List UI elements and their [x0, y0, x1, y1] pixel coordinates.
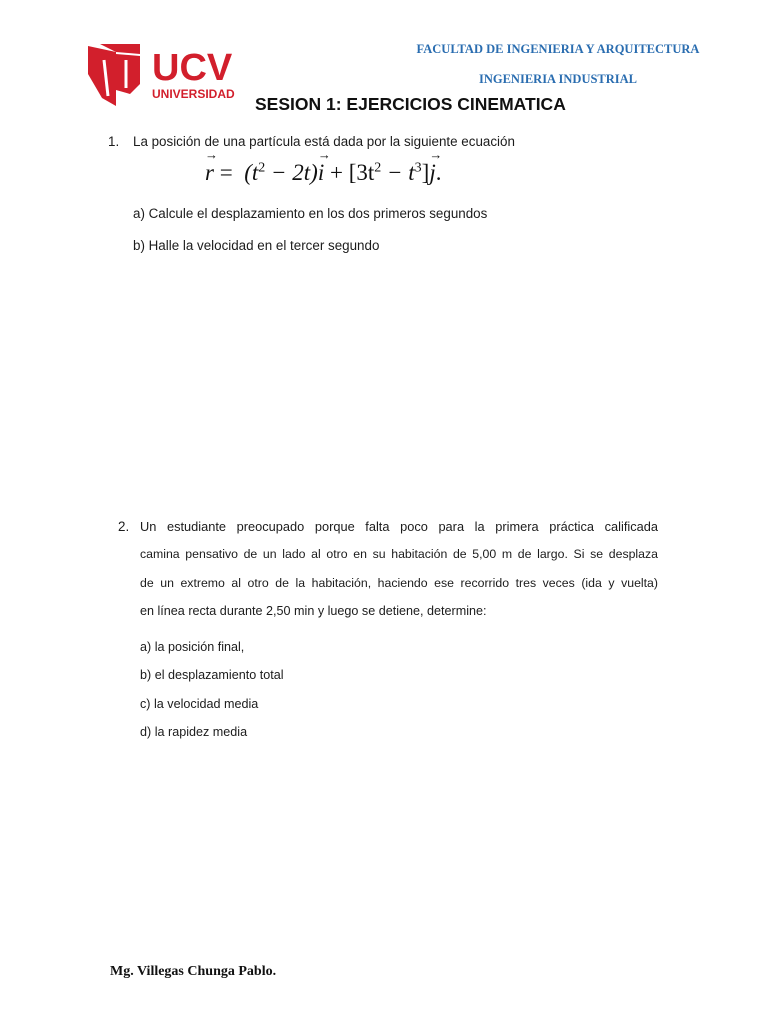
problem-1-number: 1. [108, 134, 120, 149]
problem-1-statement: La posición de una partícula está dada por la siguiente ecuación [133, 134, 515, 149]
problem-2-part-a: a) la posición final, [140, 640, 245, 654]
ucv-logo [86, 40, 266, 106]
vector-j: → j [429, 160, 435, 185]
vector-r: → r [205, 160, 214, 185]
problem-2-part-d: d) la rapidez media [140, 725, 248, 739]
logo-subtext: UNIVERSIDAD [152, 87, 235, 101]
program-name: INGENIERIA INDUSTRIAL [478, 72, 638, 86]
problem-2-line-4: en línea recta durante 2,50 min y luego se detiene, determine: [140, 604, 487, 618]
problem-1-part-b: b) Halle la velocidad en el tercer segundo [133, 238, 380, 253]
page-title: SESION 1: EJERCICIOS CINEMATICA [255, 94, 566, 114]
vector-i: → i [318, 160, 324, 185]
problem-2-part-c: c) la velocidad media [140, 697, 259, 711]
position-equation: → $r = (t^2 - 2t)\to i + [3t^2 - t^3]\to j$. [205, 160, 441, 186]
problem-2-line-3: de un extremo al otro de la habitación, haciendo ese recorrido tres veces (ida y vuelta) [140, 576, 658, 590]
problem-2-line-1: Un estudiante preocupado porque falta poco para la primera práctica calificada [140, 519, 658, 534]
problem-1-part-a: a) Calcule el desplazamiento en los dos primeros segundos [133, 206, 488, 221]
problem-2-part-b: b) el desplazamiento total [140, 668, 284, 682]
problem-2-line-2: camina pensativo de un lado al otro en su habitación de 5,00 m de largo. Si se desplaza [140, 547, 658, 561]
problem-2-number: 2. [118, 519, 130, 534]
logo-wordmark: UCV [152, 47, 233, 89]
author-signature: Mg. Villegas Chunga Pablo. [110, 964, 277, 979]
faculty-name: FACULTAD DE INGENIERIA Y ARQUITECTURA [416, 42, 700, 56]
